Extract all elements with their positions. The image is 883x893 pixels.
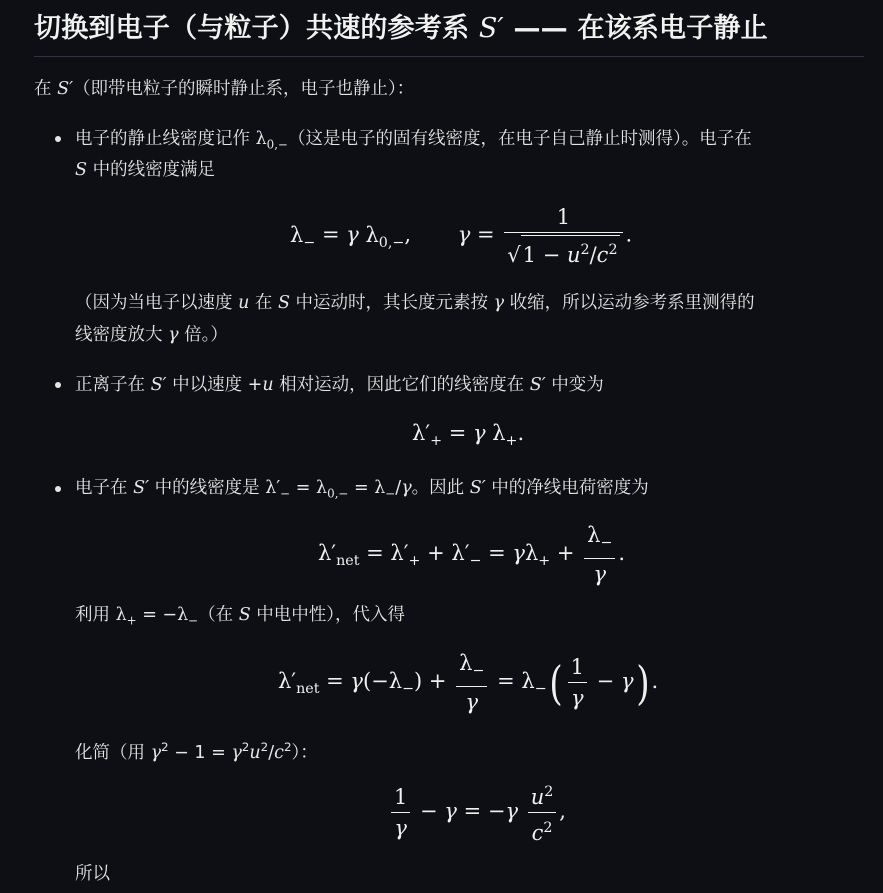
section-heading: 切换到电子（与粒子）共速的参考系 S′ —— 在该系电子静止 [34, 13, 768, 44]
equation-substitution: $\lambda'_{net} = \gamma(-\lambda_-)$ + $\frac{\lambda_-}{\gamma}$ = $\lambda_-$( $\frac{1}{\gamma}$ − γ) . [278, 651, 659, 715]
bullet3-text3: 化简（用 $\gamma^2 - 1 = \gamma^2u^2/c^2$）： [75, 740, 318, 763]
equation-net-density: $\lambda'_{net} = \lambda'_+ + \lambda'_- = \gamma\lambda_+$ + $\frac{\lambda_-}{\gamma}$ . [318, 523, 626, 587]
bullet1-line2: S 中的线密度满足 [75, 160, 216, 180]
bullet2-line1: 正离子在 S′ 中以速度 +u 相对运动，因此它们的线密度在 S′ 中变为 [75, 375, 604, 395]
intro-paragraph: 在 S′（即带电粒子的瞬时静止系，电子也静止）： [34, 79, 415, 99]
bullet-marker [55, 486, 61, 492]
bullet1-line1: 电子的静止线密度记作 $\lambda_{0,-}$（这是电子的固有线密度，在电子自己静止时测得）。电子在 [75, 129, 752, 152]
bullet3-text4: 所以 [75, 864, 110, 884]
bullet3-line1: 电子在 S′ 中的线密度是 $\lambda'_- = \lambda_{0,-} = \lambda_-/\gamma$。因此 S′ 中的净线电荷密度为 [75, 478, 649, 501]
equation-lambda-plus: $\lambda'_+ = \gamma$ $\lambda_+$. [412, 421, 525, 450]
bullet1-note-line2: 线密度放大 γ 倍。） [75, 325, 228, 345]
equation-simplify: $\frac{1}{\gamma}$ − γ = −γ $\frac{u^2}{c^2}$ , [388, 779, 566, 846]
bullet3-text2: 利用 $\lambda_+ = -\lambda_-$（在 S 中电中性），代入得 [75, 605, 406, 628]
bullet-marker [55, 136, 61, 142]
heading-divider [34, 56, 864, 57]
equation-gamma: $\lambda_- = \gamma$ $\lambda_{0,-}$, γ = $\frac{1}{√1 - u^2/c^2}$ . [290, 205, 633, 267]
bullet-marker [55, 382, 61, 388]
bullet1-note-line1: （因为当电子以速度 u 在 S 中运动时，其长度元素按 γ 收缩，所以运动参考系里测得的 [75, 293, 755, 313]
